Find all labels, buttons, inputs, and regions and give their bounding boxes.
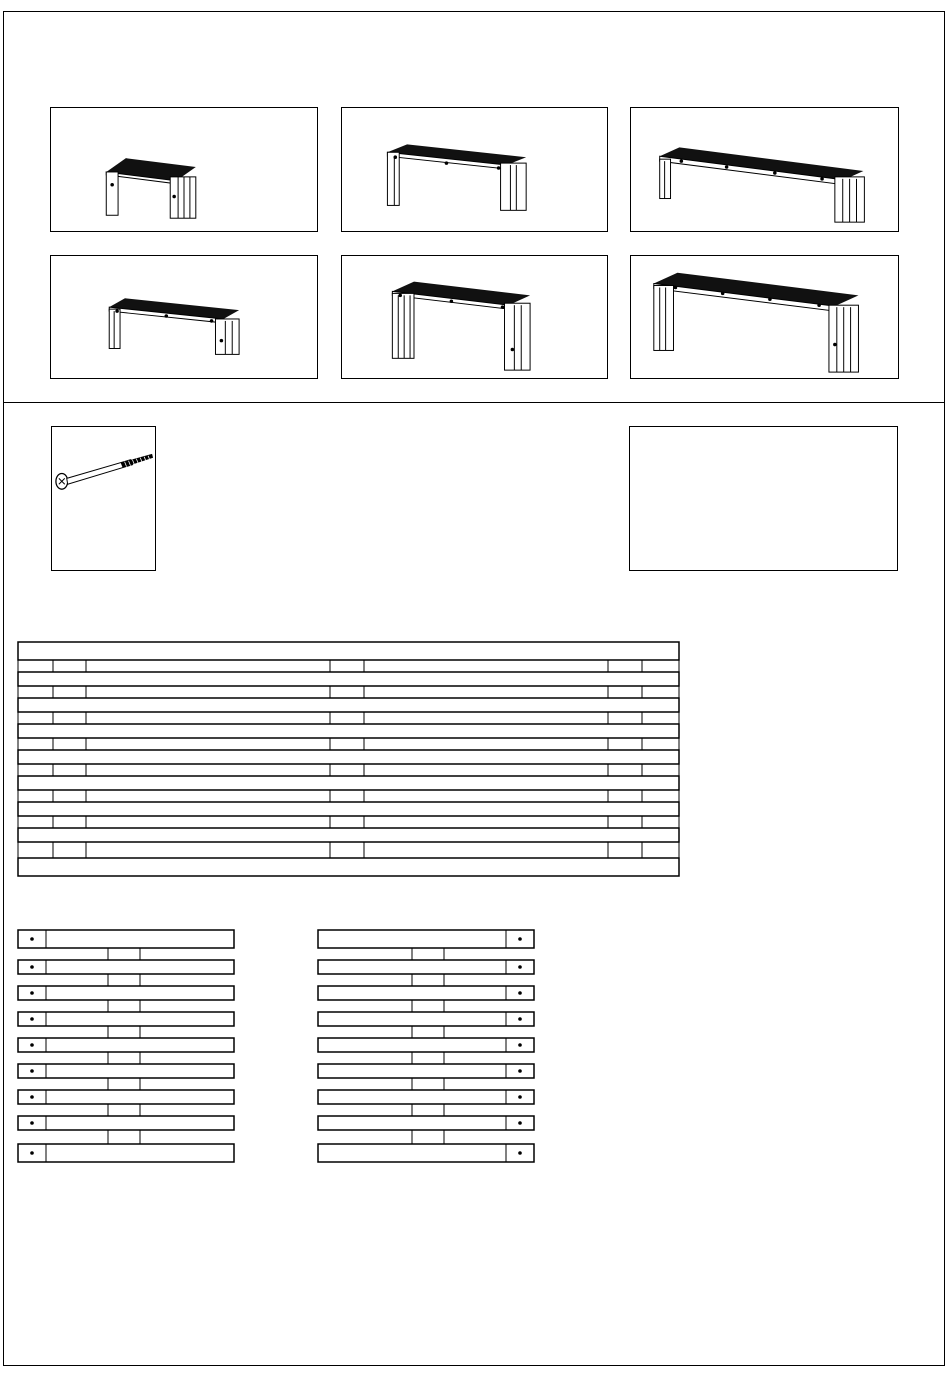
variant-box-bench-medium-low bbox=[341, 107, 608, 232]
console-medium-tall-illustration bbox=[342, 256, 607, 378]
hardware-box bbox=[51, 426, 156, 571]
section-divider bbox=[3, 402, 945, 403]
bench-medium-low-illustration bbox=[342, 108, 607, 231]
variant-box-bench-long-low bbox=[630, 107, 899, 232]
bench-short-low-illustration bbox=[51, 108, 317, 231]
variant-box-bench-short-low bbox=[50, 107, 318, 232]
notes-box bbox=[629, 426, 898, 571]
screw-icon bbox=[52, 427, 155, 570]
bench-long-low-illustration bbox=[631, 108, 898, 231]
top-panel-diagram bbox=[0, 630, 700, 890]
variant-box-console-medium-tall bbox=[341, 255, 608, 379]
left-side-panel-diagram bbox=[0, 920, 250, 1170]
variant-box-console-long-tall bbox=[630, 255, 899, 379]
top-slat-group bbox=[18, 642, 679, 876]
right-side-panel-diagram bbox=[300, 920, 550, 1170]
bench-medium-flat-illustration bbox=[51, 256, 317, 378]
variant-box-bench-medium-flat bbox=[50, 255, 318, 379]
console-long-tall-illustration bbox=[631, 256, 898, 378]
